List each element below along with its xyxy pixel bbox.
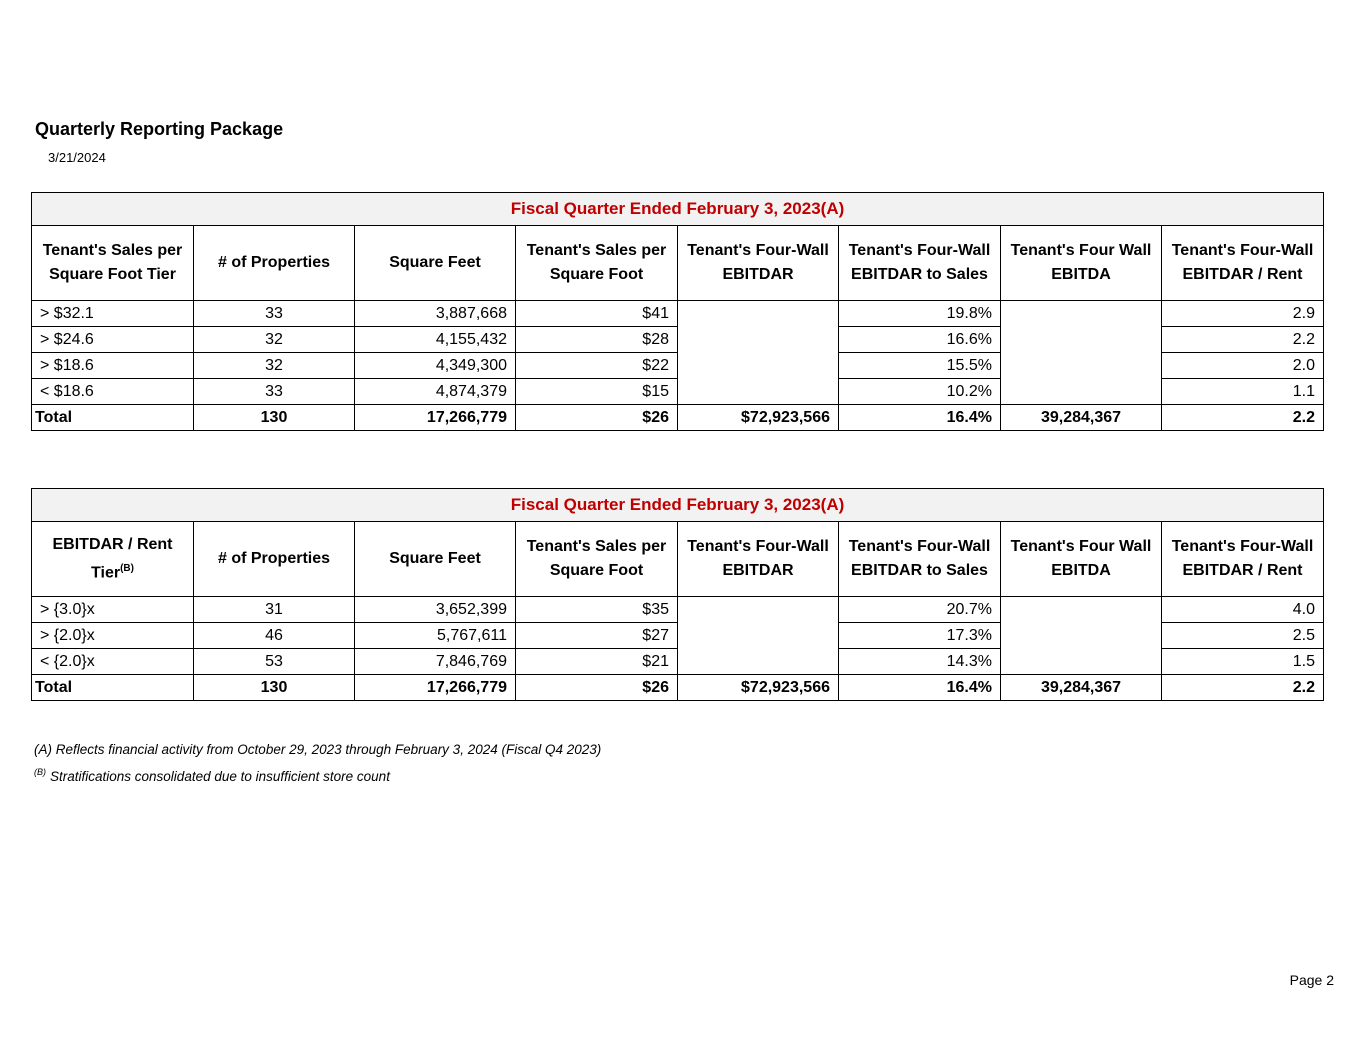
rent-coverage-tier-table	[31, 488, 1324, 701]
ebitdar-sales-cell: 14.3%	[839, 649, 1001, 675]
ebitdar-rent-cell: 2.2	[1162, 405, 1324, 431]
properties-cell: 33	[194, 379, 355, 405]
tier-cell: > {2.0}x	[32, 623, 194, 649]
column-header: # of Properties	[194, 522, 355, 597]
footnotes	[34, 738, 601, 788]
ebitdar-rent-cell: 1.1	[1162, 379, 1324, 405]
column-header: Tenant's Four Wall EBITDA	[1001, 226, 1162, 301]
tier-cell: > $18.6	[32, 353, 194, 379]
table-banner: Fiscal Quarter Ended February 3, 2023(A)	[32, 193, 1324, 226]
column-header: Tenant's Sales per Square Foot Tier	[32, 226, 194, 301]
footnote-marker: (B)	[120, 562, 134, 574]
ebitdar-rent-cell: 2.0	[1162, 353, 1324, 379]
properties-cell: 33	[194, 301, 355, 327]
ebitdar-sales-cell: 19.8%	[839, 301, 1001, 327]
ebitdar-sales-cell: 10.2%	[839, 379, 1001, 405]
column-header: Tenant's Four-Wall EBITDAR / Rent	[1162, 522, 1324, 597]
sales-psf-cell: $27	[516, 623, 678, 649]
ebitdar-sales-cell: 17.3%	[839, 623, 1001, 649]
ebitdar-cell: $72,923,566	[678, 675, 839, 701]
page-number: Page 2	[1289, 972, 1334, 988]
column-header: Square Feet	[355, 522, 516, 597]
tier-cell: < {2.0}x	[32, 649, 194, 675]
ebitdar-sales-cell: 20.7%	[839, 597, 1001, 623]
page-title: Quarterly Reporting Package	[35, 119, 284, 139]
column-header	[32, 522, 194, 597]
ebitda-empty-cell	[1001, 301, 1162, 405]
sales-psf-cell: $26	[516, 675, 678, 701]
footnote-a: (A) Reflects financial activity from October 29, 2023 through February 3, 2024 (Fiscal Q4 2023)	[34, 742, 602, 757]
total-label: Total	[32, 405, 194, 431]
ebitdar-sales-cell: 16.4%	[839, 675, 1001, 701]
sales-tier-table	[31, 192, 1324, 431]
column-header: Tenant's Sales per Square Foot	[516, 226, 678, 301]
ebitdar-rent-cell: 1.5	[1162, 649, 1324, 675]
column-header: # of Properties	[194, 226, 355, 301]
column-header: Square Feet	[355, 226, 516, 301]
ebitdar-sales-cell: 16.6%	[839, 327, 1001, 353]
sales-psf-cell: $41	[516, 301, 678, 327]
ebitdar-rent-cell: 2.2	[1162, 327, 1324, 353]
sales-psf-cell: $21	[516, 649, 678, 675]
ebitdar-rent-cell: 4.0	[1162, 597, 1324, 623]
sales-psf-cell: $22	[516, 353, 678, 379]
column-header: Tenant's Four-Wall EBITDAR to Sales	[839, 226, 1001, 301]
square-feet-cell: 4,349,300	[355, 353, 516, 379]
sales-psf-cell: $26	[516, 405, 678, 431]
square-feet-cell: 3,887,668	[355, 301, 516, 327]
ebitdar-cell: $72,923,566	[678, 405, 839, 431]
square-feet-cell: 7,846,769	[355, 649, 516, 675]
ebitdar-empty-cell	[678, 301, 839, 405]
footnote-b-text: Stratifications consolidated due to insufficient store count	[50, 769, 390, 784]
tier-cell: > $24.6	[32, 327, 194, 353]
ebitda-cell: 39,284,367	[1001, 405, 1162, 431]
square-feet-cell: 5,767,611	[355, 623, 516, 649]
table-row	[32, 301, 1324, 327]
square-feet-cell: 3,652,399	[355, 597, 516, 623]
ebitdar-rent-cell: 2.2	[1162, 675, 1324, 701]
properties-cell: 130	[194, 405, 355, 431]
properties-cell: 46	[194, 623, 355, 649]
square-feet-cell: 17,266,779	[355, 405, 516, 431]
column-header: Tenant's Four-Wall EBITDAR	[678, 226, 839, 301]
properties-cell: 32	[194, 327, 355, 353]
sales-psf-cell: $28	[516, 327, 678, 353]
column-header: Tenant's Four Wall EBITDA	[1001, 522, 1162, 597]
tier-cell: > {3.0}x	[32, 597, 194, 623]
footnote-b-marker: (B)	[34, 767, 46, 777]
table-row	[32, 597, 1324, 623]
tier-cell: < $18.6	[32, 379, 194, 405]
ebitda-empty-cell	[1001, 597, 1162, 675]
properties-cell: 32	[194, 353, 355, 379]
square-feet-cell: 17,266,779	[355, 675, 516, 701]
column-header: Tenant's Sales per Square Foot	[516, 522, 678, 597]
ebitdar-empty-cell	[678, 597, 839, 675]
tier-cell: > $32.1	[32, 301, 194, 327]
footnote-b	[34, 761, 601, 788]
report-date: 3/21/2024	[48, 150, 106, 165]
square-feet-cell: 4,155,432	[355, 327, 516, 353]
properties-cell: 31	[194, 597, 355, 623]
square-feet-cell: 4,874,379	[355, 379, 516, 405]
ebitdar-rent-cell: 2.9	[1162, 301, 1324, 327]
properties-cell: 53	[194, 649, 355, 675]
total-row	[32, 405, 1324, 431]
column-header-text: EBITDAR / Rent Tier	[52, 535, 173, 582]
column-header: Tenant's Four-Wall EBITDAR / Rent	[1162, 226, 1324, 301]
table-banner: Fiscal Quarter Ended February 3, 2023(A)	[32, 489, 1324, 522]
column-header: Tenant's Four-Wall EBITDAR to Sales	[839, 522, 1001, 597]
properties-cell: 130	[194, 675, 355, 701]
total-label: Total	[32, 675, 194, 701]
column-header: Tenant's Four-Wall EBITDAR	[678, 522, 839, 597]
ebitdar-rent-cell: 2.5	[1162, 623, 1324, 649]
sales-psf-cell: $15	[516, 379, 678, 405]
sales-psf-cell: $35	[516, 597, 678, 623]
ebitdar-sales-cell: 15.5%	[839, 353, 1001, 379]
total-row	[32, 675, 1324, 701]
ebitda-cell: 39,284,367	[1001, 675, 1162, 701]
ebitdar-sales-cell: 16.4%	[839, 405, 1001, 431]
